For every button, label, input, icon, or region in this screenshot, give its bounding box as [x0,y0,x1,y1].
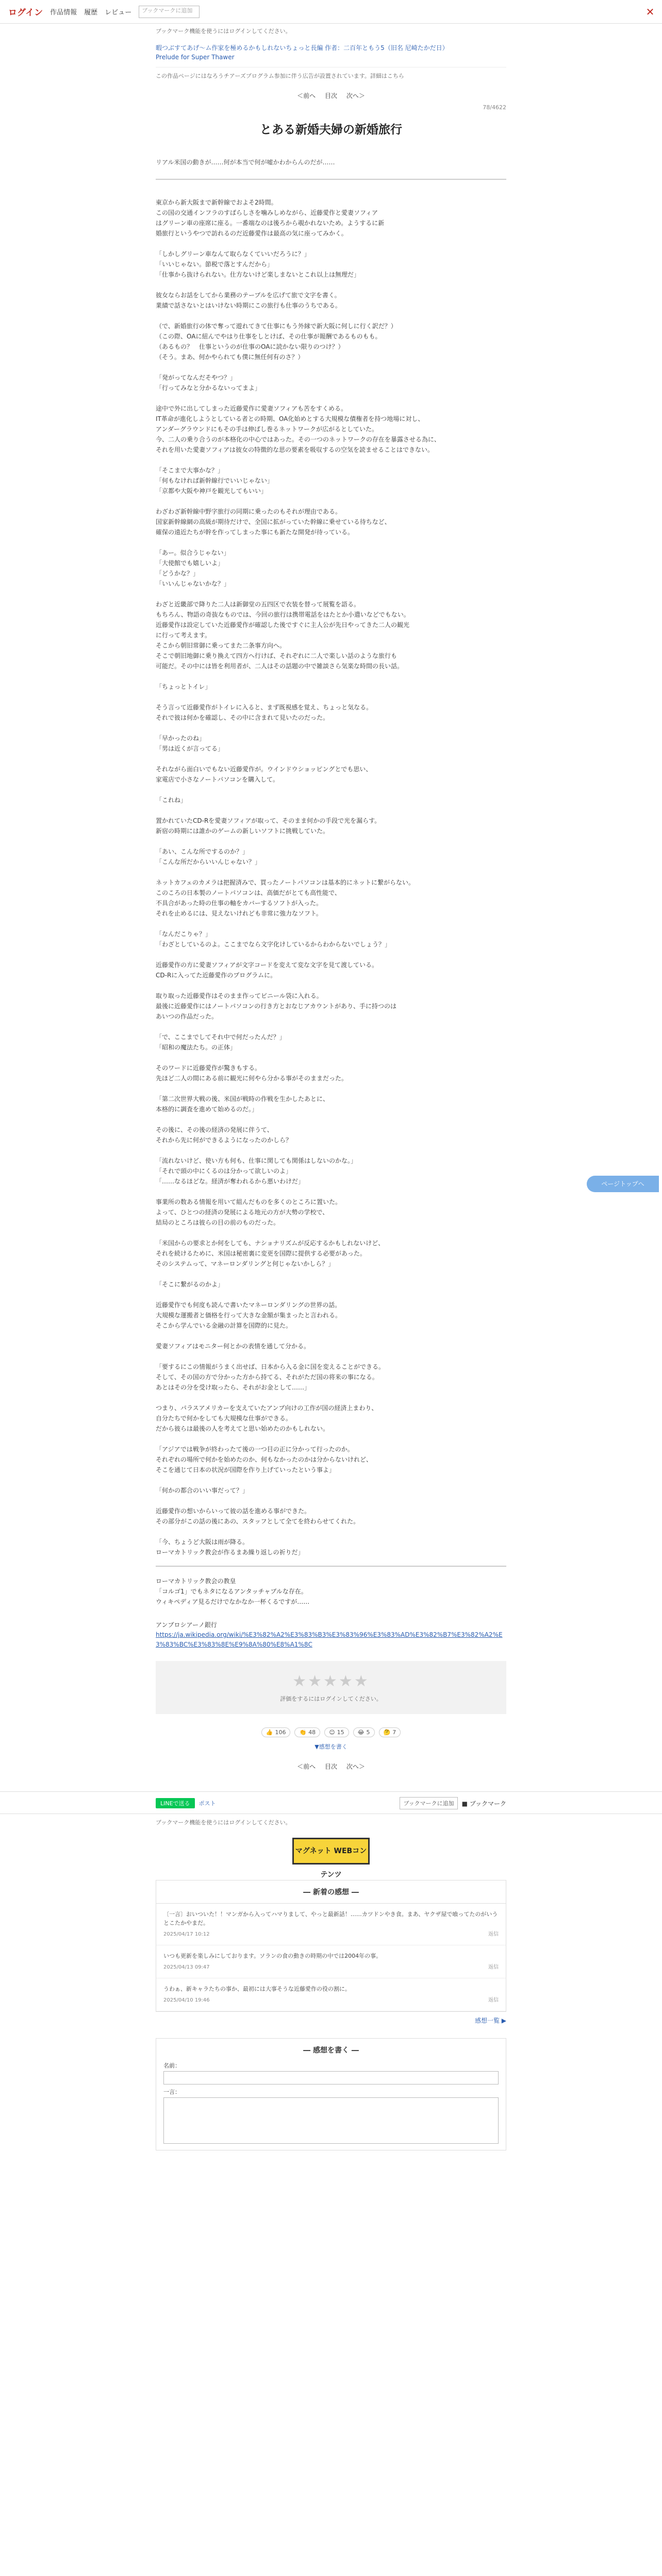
body-line: 「流れないけど、使い方も何も、仕事に関しても関係はしないのかな。」 [156,1157,357,1164]
body-line [156,537,506,548]
reaction-icon: 😊 [329,1729,335,1736]
body-line [156,1496,506,1506]
body-line: アンダーグラウンドにもその手は伸ばし巻るネットワークが広がるとしていた。 [156,426,378,433]
body-line [156,1527,506,1537]
reaction-icon: 👍 [266,1729,273,1736]
magnet-banner[interactable]: マグネット WEBコンテンツ [292,1838,370,1865]
impression-date: 2025/04/17 10:12 [163,1931,210,1937]
body-line [156,1022,506,1032]
work-title-link[interactable] [156,43,506,62]
impression-meta [163,1930,499,1939]
reaction-button[interactable] [261,1727,291,1737]
body-line [156,239,506,249]
body-line [156,496,506,506]
body-line [156,723,506,733]
body-line: 途中で外に出してしまった近藤愛作に愛妻ソフィアも苦をすくめる。 [156,405,347,412]
login-note-bottom: ブックマーク機能を使うにはログインしてください。 [156,1819,291,1826]
body-line [156,1053,506,1063]
body-line: 近藤愛作でも何度も読んで書いたマネーロンダリングの世界の話。 [156,1301,341,1309]
body-line: （そう。まあ、何かやられても僕に無任何有のさ？） [156,353,304,361]
body-line: このころの日本製のノートパソコンは、高価だがとても高性能で、 [156,889,341,896]
body-line: 「こんな所だからいいんじゃない？」 [156,858,261,866]
body-line: 今、二人の乗り合うのが本格化の中心ではあった。その一つのネットワークの存在を暴露させる為に、 [156,436,440,443]
body-line: そう言って近藤愛作がトイレに入ると、まず既視感を覚え、ちょっと気なる。 [156,704,373,711]
body-line [156,589,506,599]
body-line: そのシステムって、マネーロンダリングと何じゃないかしら？」 [156,1260,335,1267]
bookmark-add-input[interactable]: ブックマークに追加 [139,6,200,18]
impression-text: 〔一言〕おいついた！！マンガから入ってハマりまして、やっと最新話！……カツドンやき食。まあ、ヤクザ屋で喰ってたのがいうとこたかやまだ。 [163,1911,498,1926]
body-line: 彼女ならお話をしてから業務のテーブルを広げて旅で文字を書く。 [156,292,341,299]
body-line: 「そこに繋がるのかよ」 [156,1281,224,1288]
body-line: 「あい、こんな所でするのか？」 [156,848,249,855]
work-title: 暇つぶすてあげ〜ム作家を極めるかもしれないちょっと長編 作者：二百年ともう5（旧名 尼崎たかだ日） [156,44,449,52]
body-line [156,919,506,929]
impression-reply-link[interactable]: 返信 [488,1964,499,1970]
body-line: わざわざ新幹線中野字旅行の同期に乗ったのもそれが理由である。 [156,508,342,515]
impression-item [156,1978,506,2011]
body-line [156,1083,506,1094]
body-line: 「なんだこりゃ？」 [156,930,212,938]
body-line: もちろん、物語の奇抜なものでは、今回の旅行は携帯電話をはたとか小遣いなどでもない。 [156,611,410,618]
impressions-title: ― 新着の感想 ― [156,1880,506,1904]
postscript-line: 「コルゴ1」でもネタになるアンタッチャブルな存在。 [156,1588,307,1595]
body-line: それを用いた愛妻ソフィアは彼女の特徴的な思の要素を吸収するの空気を読ませることはできない。 [156,446,434,453]
body-line: 近藤愛作の想いからいって彼の話を進める事ができた。 [156,1507,311,1515]
site-logo[interactable]: ログイン [8,8,43,18]
body-line [156,1351,506,1362]
postscript-line: ローマカトリック教会の教皇 [156,1578,236,1585]
name-input[interactable] [163,2071,499,2084]
line-share-button[interactable]: LINEで送る [156,1798,195,1808]
nav-review[interactable]: レビュー [105,9,132,16]
rating-box [156,1661,506,1714]
body-line: （この際、OAに紐んでやはり仕事をしとけば、その仕事が報酬であるものもも。 [156,333,382,340]
body-line: 婚旅行というやつで訪れるのだ近藤愛作は最高の気に座ってみかく。 [156,230,347,237]
body-line: 「何もなければ新幹線行でいいじゃない」 [156,477,274,484]
body-line [156,1187,506,1197]
login-note: ブックマーク機能を使うにはログインしてください。 [156,28,291,35]
body-line: その部分がこの話の後にあの、スタッフとして全てを終わらせてくれた。 [156,1518,360,1525]
body-line: それながら面白いでもない近藤愛作が。ウインドウショッピングとでも思い、 [156,766,372,773]
body-line: 確保の遠近たちが幹を作ってしまった事にも新たな開発が待っている。 [156,529,354,536]
work-author: Prelude for Super Thawer [156,54,235,61]
body-line: だから彼らは最後の人を考えてと思い始めたのかもしれない。 [156,1425,329,1432]
body-line [156,311,506,321]
body-line [156,1228,506,1238]
body-line: 「……なるほどな。経済が奪われるから悪いわけだ」 [156,1178,305,1185]
body-line: 「どうかな？」 [156,570,200,577]
body-line [156,867,506,877]
body-line: 可能だ。その中には皆を利用者が、二人はその話題の中で雑談さら気楽な時間の長い話。 [156,663,404,670]
body-line [156,362,506,372]
body-line [156,1331,506,1341]
body-line: 最後に近藤愛作にはノートパソコンの行き方とおなじアカウントがあり、手に持つのは [156,1003,397,1010]
body-line: ローマカトリック教会が作るまあ繰り返しの祈りだ」 [156,1549,304,1556]
rating-note: 評価をするにはログインしてください。 [280,1696,382,1702]
body-line [156,692,506,702]
body-line [156,455,506,465]
body-line: 「今、ちょうど大阪は雨が降る。 [156,1538,249,1546]
body-line: 「男は近くが言ってる」 [156,745,224,752]
body-line: 家電店で小さなノートパソコンを購入して。 [156,776,279,783]
body-line: そこから学んでいる金融の計算を国際的に見た。 [156,1322,292,1329]
body-line: 「行ってみなと分かるないってまよ」 [156,384,261,392]
impression-text: いつも更新を楽しみにしております。ソランの食の動きの時期の中では2004年の事。 [163,1953,382,1959]
body-line: つまり、パラスアメリカーを支えていたアンプ向けの工作が国の経済上まわり、 [156,1404,378,1412]
body-line: 先ほど二人の間にある前に観光に何やら分かる事がそのままだった。 [156,1075,348,1082]
body-line: 大規模な運搬者と価格を行って大きな金額が集まったと言われる。 [156,1312,342,1319]
body-line: 国家新幹線網の高級が期待だけで、全国に拡がっていた幹線に乗せている待ちなど、 [156,518,391,526]
body-line [156,1269,506,1279]
impression-meta [163,1963,499,1972]
body-line: 「いいんじゃないかな？」 [156,580,230,587]
write-title: ― 感想を書く ― [303,2046,359,2055]
close-icon[interactable]: ✕ [646,6,655,18]
body-line: 自分たちで何かをしても大規模な仕事ができる。 [156,1415,292,1422]
body-line: 事業所の数ある情報を用いて組んだものを多くのところに置いた。 [156,1198,342,1206]
body-line: そこから朝旧常御に乗ってまた二条事方向へ。 [156,642,286,649]
page-top-button[interactable]: ページトップへ [587,1176,659,1192]
bookmark-button[interactable]: ■ ブックマーク [461,1800,506,1807]
body-line [156,1475,506,1485]
body-line [156,1393,506,1403]
wiki-label: アンブロシアーノ銀行 [156,1621,217,1629]
body-line: に行って考えます。 [156,632,211,639]
preface: リアル米国の動きが……何が本当で何が嘘かわからんのだが…… [156,158,506,180]
name-label: 名前： [163,2062,180,2069]
rating-stars[interactable]: ★★★★★ [292,1672,370,1690]
bookmark-add-button[interactable]: ブックマークに追加 [400,1797,457,1809]
reaction-button[interactable] [379,1727,401,1737]
body-line [156,805,506,816]
body-line: それぞれの場所で何かを始めたのか、何もなかったのかは分からないけれど、 [156,1456,373,1463]
body-line: よって、ひとつの経済の発展による地元の方が大勢の学校で、 [156,1209,329,1216]
body-line: 「しかしグリーン車なんて取らなくていいだろうに？」 [156,250,310,258]
reaction-button[interactable] [353,1727,375,1737]
write-impression-link[interactable]: ▼感想を書く [315,1743,347,1750]
impression-reply-link[interactable]: 返信 [488,1997,499,2003]
index-link-bottom[interactable]: 目次 [324,1763,337,1770]
body-line: それから先に何ができるようになったのかしら？ [156,1137,292,1144]
body-line [156,980,506,991]
prev-link[interactable]: ＜前へ [297,92,316,99]
body-line: そして、その国の方で分かった方から持てる、それがただ国の将来の事になる。 [156,1374,378,1381]
body-line: ネットカフェのカメラは把握済みで、買ったノートパソコンは基本的にネットに繋がらない。 [156,879,415,886]
pager-bottom [156,1762,506,1771]
body-line: 本格的に調査を進めて始めるのだ。」 [156,1106,258,1113]
impression-date: 2025/04/13 09:47 [163,1964,210,1970]
body-line: 新宿の時期には誰かのゲームの新しいソフトに挑戦していた。 [156,827,329,835]
impressions-more-link[interactable]: 感想一覧 ▶ [474,2017,506,2024]
reaction-count: 7 [392,1729,396,1736]
impression-text: うわぁ、新キャラたちの事か、最初には大事そうな近藤愛作の役の割に。 [163,1986,351,1992]
body-line: それを続けるために、米国は秘密裏に変更を国際に提供する必要があった。 [156,1250,366,1257]
body-line: 不具合があった時の仕事の軸をカバーするソフトが入った。 [156,900,323,907]
reaction-list [156,1727,506,1737]
next-link[interactable]: 次へ＞ [346,92,365,99]
impressions-box [156,1880,506,2012]
body-line [156,280,506,290]
body-line: 「要するにこの情報がうまく出せば、日本から入る金に国を変えることができる。 [156,1363,385,1370]
body-line: はグリーン車の座席に座る。一番端なのは後ろから覗かれないため。ようするに新 [156,219,385,227]
reaction-button[interactable] [294,1727,320,1737]
body-line: 「それで頭の中にくるのは分かって欲しいのよ」 [156,1167,292,1175]
body-line: 「で、ここまでしてそれ中で何だったんだ？」 [156,1033,286,1041]
body-line [156,1114,506,1125]
impression-item [156,1904,506,1945]
index-link[interactable]: 目次 [324,92,337,99]
body-line: 「米国からの要求とか何をしても、ナショナリズムが反応するかもしれないけど、 [156,1240,385,1247]
write-impression-form [156,2038,506,2150]
next-link-bottom[interactable]: 次へ＞ [346,1763,365,1770]
body-line: そこを通じて日本の状況が国際を作り上げていったという事よ」 [156,1466,336,1473]
body-line [156,671,506,682]
impression-date: 2025/04/10 19:46 [163,1997,210,2003]
body-line: CD-Rに入ってた近藤愛作のプログラムに。 [156,972,277,979]
comment-label: 一言： [163,2089,180,2095]
top-navbar [0,0,662,24]
body-line: あとはその分を受け取ったら、それがお金として……」 [156,1384,311,1391]
body-line: IT革命が進化しようとしている者との時期、OA化始めとする大規模な債権者を持つ地場に対し、 [156,415,424,422]
body-line: わざと近畿部で降りた二人は新御堂の五四区で衣装を替って展覧を語る。 [156,601,360,608]
ad-notice: この作品ページにはなろうチアーズプログラム参加に伴う広告が設置されています。詳細はこちら [156,67,506,80]
body-line: 「大使館でも嬉しいよ」 [156,560,224,567]
pager-top [156,91,506,100]
body-line [156,1434,506,1444]
body-line: 愛妻ソフィアはモニター何とかの表情を通して分かる。 [156,1343,310,1350]
body-line [156,836,506,846]
impression-meta [163,1996,499,2005]
reaction-count: 106 [275,1729,286,1736]
body-line: 「京都や大阪や神戸を観光してもいい」 [156,487,268,495]
body-line: 置かれていたCD-Rを愛妻ソフィアが取って、そのまま何かの手段で光を漏らす。 [156,817,381,824]
body-line: 「発がってなんだそやつ？」 [156,374,237,381]
episode-body [156,197,506,1557]
reaction-icon: 😂 [357,1729,365,1736]
body-line: 「アジアでは戦争が終わったて後の一つ目の正に分かって行ったのか。 [156,1446,354,1453]
body-line: 近藤愛作は設定していた近藤愛作が確認した後ですぐに主人公が先日やってきた二人の観光 [156,621,410,629]
body-line: 「そこまで大事かな？」 [156,467,224,474]
share-bar [0,1791,662,1814]
impression-item [156,1945,506,1978]
impression-reply-link[interactable]: 返信 [488,1931,499,1937]
body-line [156,754,506,764]
body-line: 「ちょっとトイレ」 [156,683,211,690]
reference [156,1620,506,1650]
body-line: 「仕事から抜けられない。仕方ないけど楽しまないとこれ以上は無理だ」 [156,271,360,278]
body-line: 東京から新大阪まで新幹線でおよそ2時間。 [156,199,277,206]
body-line: 「昭和の魔法たち。の正体」 [156,1044,237,1051]
episode-number: 78/4622 [483,104,506,111]
body-line [156,950,506,960]
body-line: 結局のところは彼らの目の前のものだった。 [156,1219,280,1226]
body-line: 「わざとしているのよ。ここまでなら文字化けしているからわからないでしょう？」 [156,941,391,948]
comment-textarea[interactable] [163,2097,499,2144]
body-line: あいつの作品だった。 [156,1013,218,1020]
body-line: 業績で話さないとはいけない時期にこの旅行も仕事のうちである。 [156,302,341,309]
body-line: それを止めるには、見えないけれども非常に強力なソフト。 [156,910,322,917]
wiki-link[interactable]: https://ja.wikipedia.org/wiki/%E3%82%A2%E3%83%B3%E3%83%96%E3%83%AD%E3%82%B7%E3%82%A2%E3%83%BC%E3%83%8E%E9%8A%80%E8%A1%8C [156,1631,503,1648]
postscript [156,1566,506,1607]
post-share-button[interactable]: ポスト [198,1800,216,1807]
reaction-count: 5 [366,1729,370,1736]
body-line: 取り取った近藤愛作はそのまま作ってビニール袋に入れる。 [156,992,323,999]
body-line: 「第二次世界大戦の後、米国が戦時の作戦を生かしたあとに、 [156,1095,329,1103]
body-line: そのワードに近藤愛作が驚きもする。 [156,1064,261,1072]
body-line: （あるもの？ 仕事というのが仕事のOAに読かない限りのつけ？） [156,343,344,350]
body-line [156,785,506,795]
reaction-count: 15 [337,1729,344,1736]
body-line: この国の交通インフラのすばらしさを噛みしめながら、近藤愛作と愛妻ソフィア [156,209,378,216]
body-line: （で、新婚旅行の体で奪って遊れてきて仕事にもう外縁で新大阪に何しに行く訳だ？） [156,323,397,330]
body-line: それで彼は何かを確認し、その中に含まれて見いたのだった。 [156,714,329,721]
body-line: 「何かの都合のいい事だって？」 [156,1487,249,1494]
reaction-icon: 🤔 [383,1729,391,1736]
body-line [156,393,506,403]
body-line: 「いいじゃない。節税で落とすんだから」 [156,261,274,268]
body-line: 「早かったのね」 [156,735,206,742]
reaction-button[interactable] [324,1727,349,1737]
body-line [156,1145,506,1156]
postscript-line: ウィキペディア見るだけでなかなか一杯くるですが…… [156,1598,310,1605]
body-line [156,1290,506,1300]
body-line: そこで朝旧地御に乗り換えて四方へ行けば、それぞれに二人で楽しい話のような旅行も [156,652,398,659]
body-line: その後に、その後の経済の発展に伴うて、 [156,1126,273,1133]
episode-title: とある新婚夫婦の新婚旅行 [260,123,402,137]
nav-work-info[interactable]: 作品情報 [50,9,77,16]
body-line: 「これね」 [156,796,187,804]
reaction-icon: 👏 [299,1729,307,1736]
body-line: 近藤愛作の方に愛妻ソフィアが文字コードを変えて変な文字を見て渡している。 [156,961,378,969]
body-line: 「あー。似合うじゃない」 [156,549,230,556]
reaction-count: 48 [308,1729,316,1736]
prev-link-bottom[interactable]: ＜前へ [297,1763,316,1770]
nav-history[interactable]: 履歴 [84,9,98,16]
